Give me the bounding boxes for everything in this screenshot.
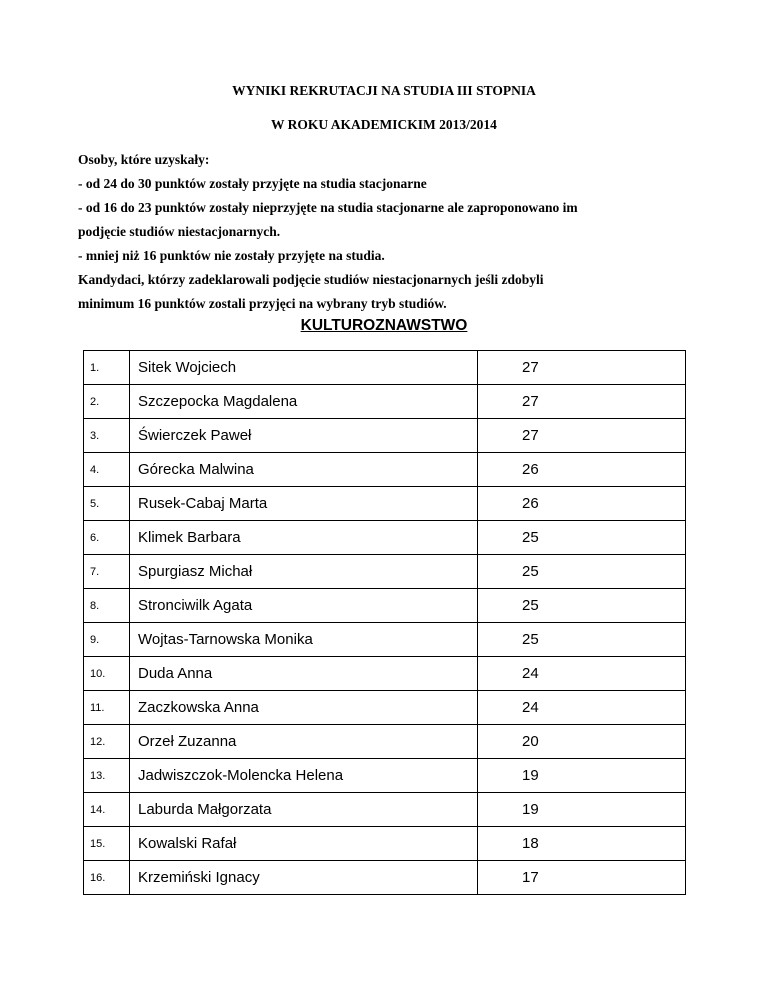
candidate-name: Spurgiasz Michał xyxy=(130,555,478,589)
candidate-score: 20 xyxy=(478,725,686,759)
intro-line: podjęcie studiów niestacjonarnych. xyxy=(78,224,281,239)
table-row xyxy=(84,725,686,759)
intro-line: - od 24 do 30 punktów zostały przyjęte na studia stacjonarne xyxy=(78,176,427,191)
candidate-score: 17 xyxy=(478,861,686,895)
candidate-name: Zaczkowska Anna xyxy=(130,691,478,725)
candidate-name: Orzeł Zuzanna xyxy=(130,725,478,759)
document-title: WYNIKI REKRUTACJI NA STUDIA III STOPNIA xyxy=(232,83,536,98)
candidate-score: 27 xyxy=(478,351,686,385)
table-row xyxy=(84,351,686,385)
row-number: 9. xyxy=(84,623,130,657)
table-row xyxy=(84,657,686,691)
row-number: 6. xyxy=(84,521,130,555)
row-number: 15. xyxy=(84,827,130,861)
table-row xyxy=(84,385,686,419)
candidate-name: Krzemiński Ignacy xyxy=(130,861,478,895)
row-number: 7. xyxy=(84,555,130,589)
candidate-name: Świerczek Paweł xyxy=(130,419,478,453)
row-number: 11. xyxy=(84,691,130,725)
candidate-name: Jadwiszczok-Molencka Helena xyxy=(130,759,478,793)
section-title-text: KULTUROZNAWSTWO xyxy=(300,317,468,334)
section-title xyxy=(0,317,768,335)
intro-line: minimum 16 punktów zostali przyjęci na wybrany tryb studiów. xyxy=(78,296,447,311)
table-row xyxy=(84,623,686,657)
row-number: 14. xyxy=(84,793,130,827)
table-row xyxy=(84,759,686,793)
row-number: 13. xyxy=(84,759,130,793)
intro-line: - mniej niż 16 punktów nie zostały przyjęte na studia. xyxy=(78,248,385,263)
candidate-score: 19 xyxy=(478,759,686,793)
row-number: 8. xyxy=(84,589,130,623)
candidate-score: 26 xyxy=(478,487,686,521)
table-row xyxy=(84,487,686,521)
table-row xyxy=(84,793,686,827)
candidate-score: 25 xyxy=(478,555,686,589)
table-row xyxy=(84,453,686,487)
results-table xyxy=(83,350,686,895)
row-number: 16. xyxy=(84,861,130,895)
table-row xyxy=(84,827,686,861)
candidate-name: Duda Anna xyxy=(130,657,478,691)
candidate-name: Wojtas-Tarnowska Monika xyxy=(130,623,478,657)
intro-line: Kandydaci, którzy zadeklarowali podjęcie studiów niestacjonarnych jeśli zdobyli xyxy=(78,272,544,287)
table-row xyxy=(84,419,686,453)
candidate-score: 24 xyxy=(478,691,686,725)
candidate-score: 25 xyxy=(478,623,686,657)
candidate-score: 26 xyxy=(478,453,686,487)
candidate-name: Szczepocka Magdalena xyxy=(130,385,478,419)
table-row xyxy=(84,861,686,895)
document-subtitle: W ROKU AKADEMICKIM 2013/2014 xyxy=(271,117,497,132)
candidate-score: 19 xyxy=(478,793,686,827)
candidate-name: Stronciwilk Agata xyxy=(130,589,478,623)
intro-text xyxy=(78,148,718,316)
intro-line: - od 16 do 23 punktów zostały nieprzyjęte na studia stacjonarne ale zaproponowano im xyxy=(78,200,578,215)
intro-line: Osoby, które uzyskały: xyxy=(78,152,210,167)
row-number: 10. xyxy=(84,657,130,691)
row-number: 4. xyxy=(84,453,130,487)
row-number: 5. xyxy=(84,487,130,521)
candidate-score: 24 xyxy=(478,657,686,691)
candidate-name: Górecka Malwina xyxy=(130,453,478,487)
row-number: 2. xyxy=(84,385,130,419)
candidate-score: 18 xyxy=(478,827,686,861)
table-row xyxy=(84,555,686,589)
row-number: 3. xyxy=(84,419,130,453)
candidate-score: 27 xyxy=(478,419,686,453)
candidate-name: Laburda Małgorzata xyxy=(130,793,478,827)
candidate-score: 27 xyxy=(478,385,686,419)
row-number: 12. xyxy=(84,725,130,759)
row-number: 1. xyxy=(84,351,130,385)
table-row xyxy=(84,589,686,623)
candidate-name: Kowalski Rafał xyxy=(130,827,478,861)
candidate-score: 25 xyxy=(478,589,686,623)
candidate-name: Rusek-Cabaj Marta xyxy=(130,487,478,521)
candidate-name: Klimek Barbara xyxy=(130,521,478,555)
table-row xyxy=(84,691,686,725)
candidate-name: Sitek Wojciech xyxy=(130,351,478,385)
candidate-score: 25 xyxy=(478,521,686,555)
table-row xyxy=(84,521,686,555)
